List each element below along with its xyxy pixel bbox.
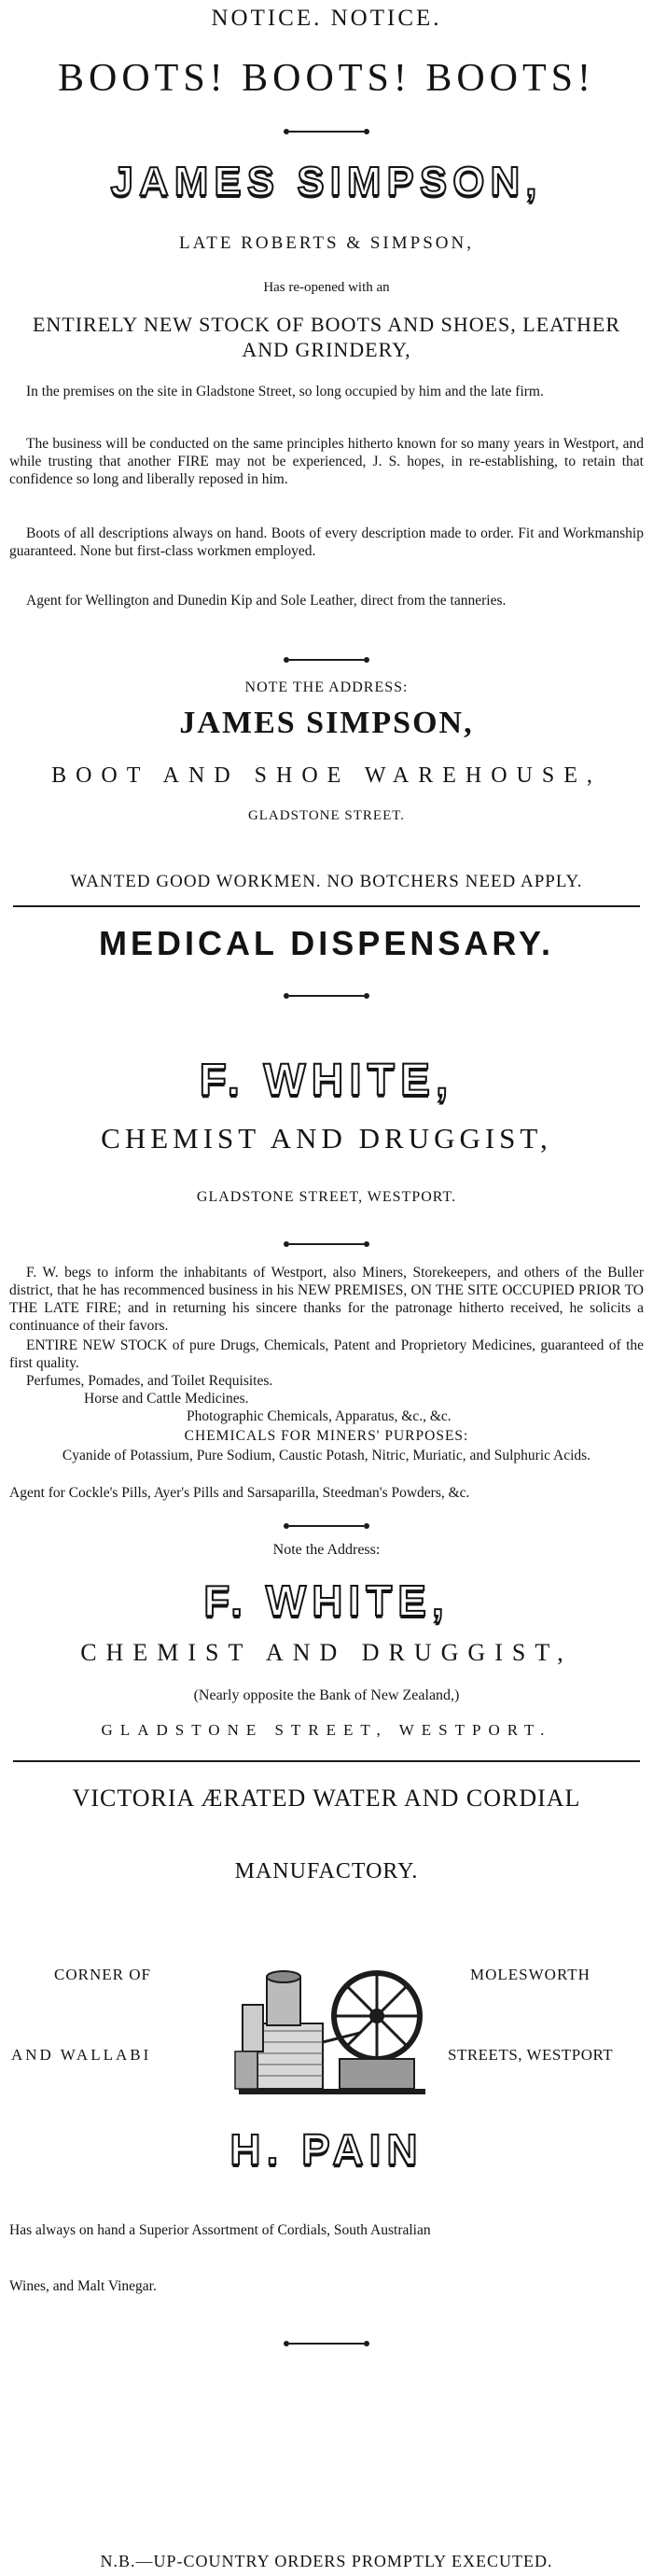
white-name: F. WHITE, (199, 1056, 454, 1105)
horse-text: Horse and Cattle Medicines. (84, 1391, 249, 1407)
late-firm: LATE ROBERTS & SIMPSON, (179, 233, 474, 253)
stock-text: ENTIRE NEW STOCK of pure Drugs, Chemicals, Patent and Proprietory Medicines, guaranteed of the first quality. (9, 1337, 644, 1371)
miners-text: Cyanide of Potassium, Pure Sodium, Caustic Potash, Nitric, Muriatic, and Sulphuric Acids. (62, 1448, 591, 1463)
white-address-2: GLADSTONE STREET, WESTPORT. (101, 1721, 552, 1739)
divider (289, 659, 364, 661)
intro-text: F. W. begs to inform the inhabitants of Westport, also Miners, Storekeepers, and others of the Buller district, that he has recommenced business in his NEW PREMISES, ON THE SITE OCCUPIED PRIOR TO THE LATE FIRE; and in returning his sincere thanks for the patronage hitherto received, he solicits a continuance of their favors. (9, 1265, 644, 1334)
divider (289, 995, 364, 997)
wanted-text: WANTED GOOD WORKMEN. NO BOTCHERS NEED APPLY. (70, 872, 583, 891)
warehouse-heading: BOOT AND SHOE WAREHOUSE, (51, 763, 602, 788)
streets-text: STREETS, WESTPORT (448, 2046, 614, 2064)
white-agent-text: Agent for Cockle's Pills, Ayer's Pills and Sarsaparilla, Steedman's Powders, &c. (9, 1485, 470, 1501)
white-address: GLADSTONE STREET, WESTPORT. (196, 1189, 457, 1205)
simpson-name: JAMES SIMPSON, (110, 159, 543, 204)
nb-text: N.B.—UP-COUNTRY ORDERS PROMPTLY EXECUTED. (100, 2552, 553, 2570)
boots-heading: BOOTS! BOOTS! BOOTS! (57, 57, 596, 100)
opposite-bank: (Nearly opposite the Bank of New Zealand,) (193, 1687, 460, 1703)
perfumes-text: Perfumes, Pomades, and Toilet Requisites. (26, 1373, 273, 1389)
agent-text: Agent for Wellington and Dunedin Kip and Sole Leather, direct from the tanneries. (26, 593, 507, 609)
machine-illustration (229, 1949, 435, 2098)
stock-heading: ENTIRELY NEW STOCK OF BOOTS AND SHOES, LEATHER AND GRINDERY, (32, 313, 621, 361)
reopened-text: Has re-opened with an (263, 280, 390, 295)
divider (289, 1243, 364, 1245)
divider (289, 2343, 364, 2345)
premises-text: In the premises on the site in Gladstone Street, so long occupied by him and the late firm. (26, 384, 544, 399)
molesworth-text: MOLESWORTH (470, 1966, 590, 1983)
boots-description: Boots of all descriptions always on hand. Boots of every description made to order. Fit and Workmanship guaranteed. None but first-class workmen employed. (9, 525, 644, 559)
manufactory-heading: MANUFACTORY. (234, 1859, 419, 1883)
note-address: NOTE THE ADDRESS: (244, 679, 409, 695)
wines-text: Wines, and Malt Vinegar. (9, 2278, 157, 2294)
dispensary-heading: MEDICAL DISPENSARY. (98, 924, 555, 962)
section-rule (13, 905, 640, 907)
chemist-heading-2: CHEMIST AND DRUGGIST, (80, 1639, 573, 1666)
business-text: The business will be conducted on the same principles hitherto known for so many years in Westport, and while trusting that another FIRE may not be experienced, J. S. hopes, in re-establishing, to retain that confidence so long and liberally reposed in him. (9, 436, 644, 487)
miners-heading: CHEMICALS FOR MINERS' PURPOSES: (184, 1428, 469, 1444)
pain-name: H. PAIN (229, 2125, 424, 2174)
section-rule (13, 1760, 640, 1762)
photo-text: Photographic Chemicals, Apparatus, &c., &c. (187, 1408, 452, 1424)
divider (289, 131, 364, 133)
always-text: Has always on hand a Superior Assortment of Cordials, South Australian (9, 2222, 431, 2238)
white-name-2: F. WHITE, (203, 1576, 450, 1625)
simpson-name-2: JAMES SIMPSON, (179, 706, 474, 740)
divider (289, 1525, 364, 1527)
chemist-heading: CHEMIST AND DRUGGIST, (101, 1122, 552, 1155)
victoria-heading: VICTORIA ÆRATED WATER AND CORDIAL (72, 1785, 581, 1812)
notice-heading: NOTICE. NOTICE. (211, 6, 442, 31)
white-note: Note the Address: (272, 1542, 381, 1558)
corner-of-text: CORNER OF (54, 1966, 151, 1983)
street-text: GLADSTONE STREET. (247, 808, 406, 823)
wallabi-text: AND WALLABI (11, 2046, 152, 2064)
